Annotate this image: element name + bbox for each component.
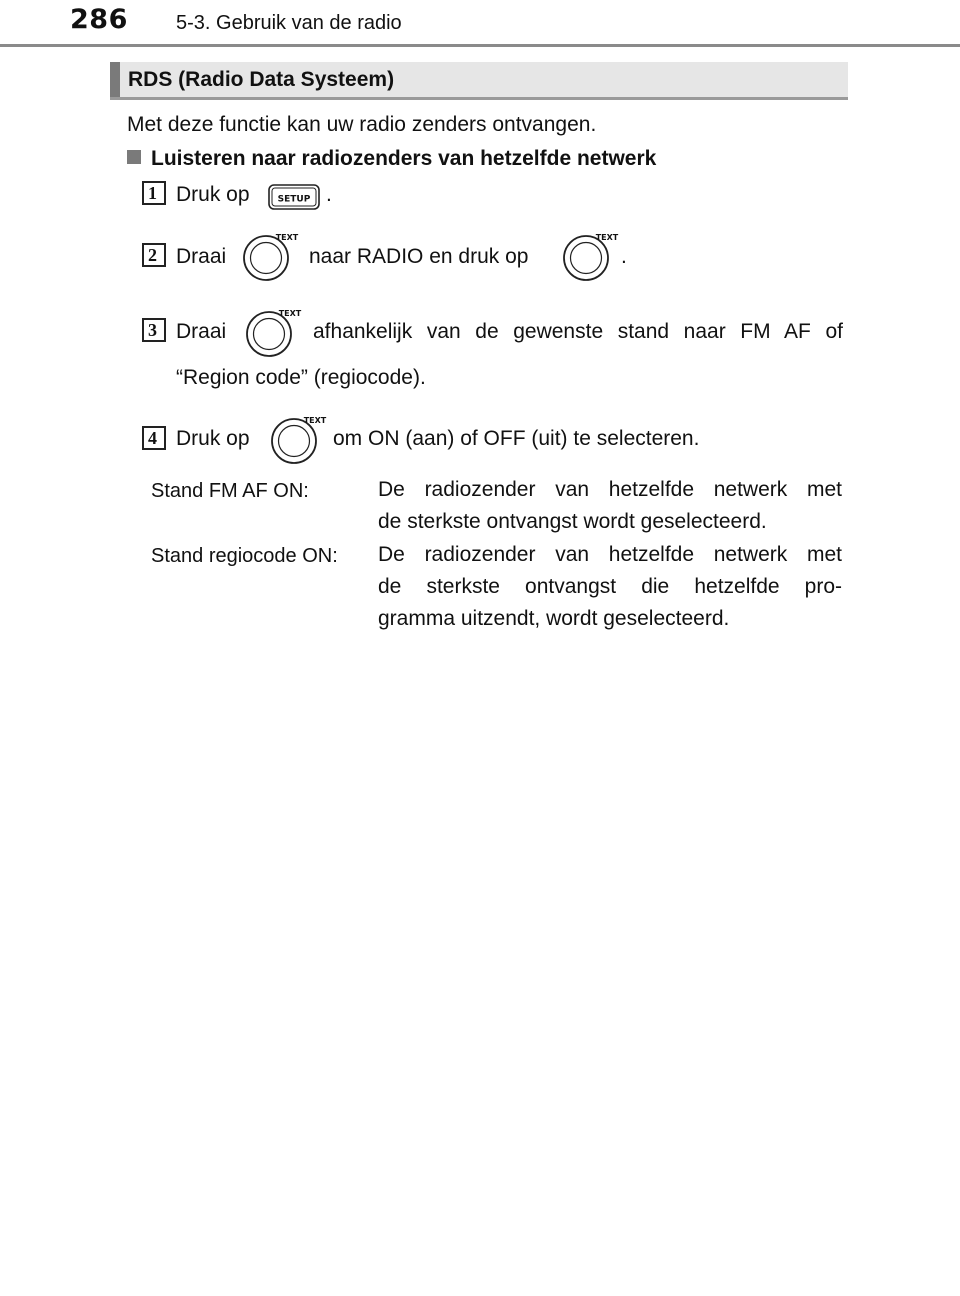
step-number-2: 2 — [142, 243, 166, 267]
definition-line: De radiozender van hetzelfde netwerk met — [378, 543, 842, 566]
step-3-text-b: afhankelijk van de gewenste stand naar FM AF of — [313, 320, 843, 343]
section-heading: RDS (Radio Data Systeem) — [128, 68, 395, 91]
tune-knob-icon — [268, 413, 334, 467]
step-2-period: . — [621, 245, 627, 268]
step-4-text-b: om ON (aan) of OFF (uit) te selecteren. — [333, 427, 700, 450]
step-1-period: . — [326, 183, 332, 206]
step-number-3: 3 — [142, 318, 166, 342]
svg-text:TEXT: TEXT — [278, 309, 302, 318]
subheading — [127, 147, 656, 171]
step-2-text-b: naar RADIO en druk op — [309, 245, 529, 268]
header-rule — [0, 44, 960, 47]
definition-text — [378, 474, 842, 538]
definition-line: De radiozender van hetzelfde netwerk met — [378, 478, 842, 501]
tune-knob-icon — [240, 230, 306, 284]
subheading-text: Luisteren naar radiozenders van hetzelfde netwerk — [151, 147, 657, 170]
setup-button-icon — [268, 184, 320, 210]
definition-line: de sterkste ontvangst wordt geselecteerd. — [378, 510, 767, 533]
svg-text:TEXT: TEXT — [303, 416, 327, 425]
svg-text:TEXT: TEXT — [595, 233, 619, 242]
step-number-4: 4 — [142, 426, 166, 450]
definition-label: Stand regiocode ON: — [151, 545, 338, 567]
definition-text — [378, 539, 842, 635]
definition-label: Stand FM AF ON: — [151, 480, 309, 502]
definition-line: gramma uitzendt, wordt geselecteerd. — [378, 607, 730, 630]
step-4-text-a: Druk op — [176, 427, 250, 450]
step-number-1: 1 — [142, 181, 166, 205]
page-number: 286 — [70, 4, 128, 35]
section-title: 5-3. Gebruik van de radio — [176, 12, 402, 34]
square-bullet-icon — [127, 150, 141, 164]
step-1-text: Druk op — [176, 183, 250, 206]
step-3-text-c: “Region code” (regiocode). — [176, 366, 426, 389]
svg-text:TEXT: TEXT — [275, 233, 299, 242]
step-3-text-a: Draai — [176, 320, 227, 343]
tune-knob-icon — [243, 306, 309, 360]
tune-knob-icon — [560, 230, 626, 284]
section-heading-box — [110, 62, 848, 100]
heading-bar — [110, 62, 120, 97]
step-2-text-a: Draai — [176, 245, 227, 268]
intro-text: Met deze functie kan uw radio zenders ontvangen. — [127, 113, 597, 136]
svg-text:SETUP: SETUP — [277, 194, 311, 205]
definition-line: de sterkste ontvangst die hetzelfde pro- — [378, 575, 842, 598]
